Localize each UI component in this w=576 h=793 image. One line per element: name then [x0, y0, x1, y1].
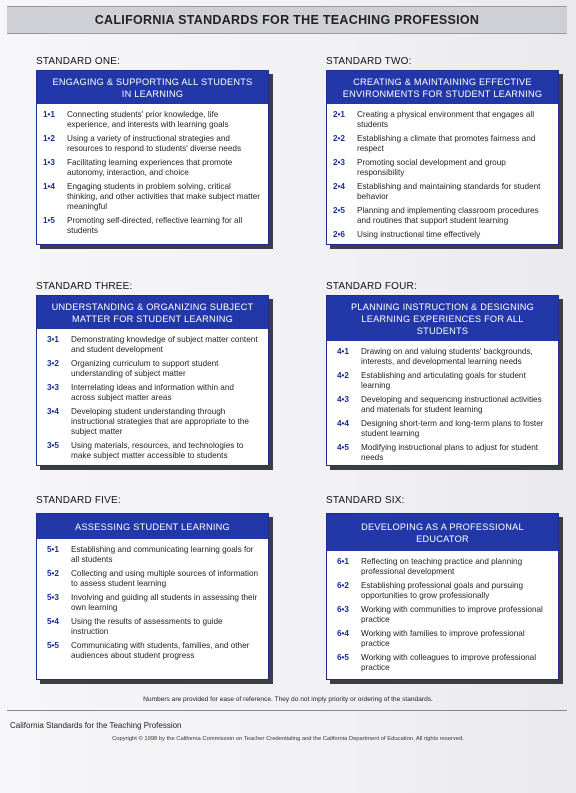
- item-number: 3•4: [47, 407, 59, 416]
- item-number: 1•4: [43, 182, 55, 191]
- standard-six-label: STANDARD SIX:: [326, 495, 405, 506]
- item-number: 4•4: [337, 419, 349, 428]
- standard-four-title: PLANNING INSTRUCTION & DESIGNING LEARNING EXPERIENCES FOR ALL STUDENTS: [327, 296, 558, 341]
- list-item: [47, 593, 260, 613]
- item-text: Working with communities to improve professional practice: [361, 605, 543, 624]
- list-item: [43, 134, 260, 154]
- list-item: [337, 443, 550, 463]
- item-number: 3•3: [47, 383, 59, 392]
- item-number: 1•3: [43, 158, 55, 167]
- standard-one-label: STANDARD ONE:: [36, 56, 121, 67]
- standard-one-list: [37, 104, 268, 236]
- list-item: [333, 182, 550, 202]
- list-item: [47, 359, 260, 379]
- standard-four-box: [326, 295, 559, 466]
- standard-two-title: CREATING & MAINTAINING EFFECTIVE ENVIRONMENTS FOR STUDENT LEARNING: [327, 71, 558, 104]
- item-number: 3•5: [47, 441, 59, 450]
- item-text: Promoting social development and group responsibility: [357, 158, 506, 177]
- item-text: Establishing and maintaining standards for student behavior: [357, 182, 541, 201]
- standard-five-list: [37, 539, 268, 661]
- list-item: [47, 441, 260, 461]
- item-text: Organizing curriculum to support student understanding of subject matter: [71, 359, 219, 378]
- standard-three-label: STANDARD THREE:: [36, 281, 133, 292]
- item-number: 6•3: [337, 605, 349, 614]
- item-text: Using instructional time effectively: [357, 230, 481, 239]
- item-text: Using materials, resources, and technologies to make subject matter accessible to students: [71, 441, 244, 460]
- list-item: [43, 182, 260, 212]
- item-text: Engaging students in problem solving, critical thinking, and other activities that make subject matter meaningful: [67, 182, 260, 211]
- item-text: Planning and implementing classroom procedures and routines that support student learning: [357, 206, 539, 225]
- list-item: [43, 110, 260, 130]
- item-number: 1•1: [43, 110, 55, 119]
- item-number: 5•4: [47, 617, 59, 626]
- item-number: 2•2: [333, 134, 345, 143]
- standard-five-box: [36, 513, 269, 680]
- list-item: [337, 605, 550, 625]
- item-number: 6•4: [337, 629, 349, 638]
- standard-five-label: STANDARD FIVE:: [36, 495, 121, 506]
- ordering-note: Numbers are provided for ease of reference. They do not imply priority or ordering of the standards.: [143, 696, 433, 703]
- item-text: Modifying instructional plans to adjust for student needs: [361, 443, 539, 462]
- footer-document-title: California Standards for the Teaching Profession: [10, 721, 182, 730]
- list-item: [337, 371, 550, 391]
- page-title: CALIFORNIA STANDARDS FOR THE TEACHING PROFESSION: [94, 13, 480, 27]
- item-number: 6•5: [337, 653, 349, 662]
- standard-six-title: DEVELOPING AS A PROFESSIONAL EDUCATOR: [327, 514, 558, 551]
- standard-three-title: UNDERSTANDING & ORGANIZING SUBJECT MATTER FOR STUDENT LEARNING: [37, 296, 268, 329]
- item-number: 3•1: [47, 335, 59, 344]
- item-text: Establishing a climate that promotes fairness and respect: [357, 134, 536, 153]
- item-number: 4•5: [337, 443, 349, 452]
- item-text: Working with families to improve professional practice: [361, 629, 525, 648]
- list-item: [333, 158, 550, 178]
- item-number: 3•2: [47, 359, 59, 368]
- item-number: 6•2: [337, 581, 349, 590]
- item-number: 2•4: [333, 182, 345, 191]
- list-item: [333, 230, 550, 240]
- item-text: Establishing and communicating learning goals for all students: [71, 545, 254, 564]
- item-number: 5•5: [47, 641, 59, 650]
- list-item: [337, 581, 550, 601]
- list-item: [333, 134, 550, 154]
- item-text: Reflecting on teaching practice and planning professional development: [361, 557, 523, 576]
- item-number: 2•5: [333, 206, 345, 215]
- copyright-notice: Copyright © 1998 by the California Commission on Teacher Credentialing and the California Department of Education. All rights reserved.: [112, 736, 464, 742]
- list-item: [337, 419, 550, 439]
- list-item: [47, 383, 260, 403]
- item-text: Establishing professional goals and pursuing opportunities to grow professionally: [361, 581, 524, 600]
- standard-two-list: [327, 104, 558, 240]
- item-number: 4•2: [337, 371, 349, 380]
- list-item: [47, 617, 260, 637]
- item-text: Using a variety of instructional strategies and resources to respond to students' diverse needs: [67, 134, 242, 153]
- item-text: Collecting and using multiple sources of information to assess student learning: [71, 569, 259, 588]
- item-number: 2•6: [333, 230, 345, 239]
- item-text: Involving and guiding all students in assessing their own learning: [71, 593, 258, 612]
- item-text: Creating a physical environment that engages all students: [357, 110, 535, 129]
- item-number: 1•2: [43, 134, 55, 143]
- item-text: Establishing and articulating goals for student learning: [361, 371, 526, 390]
- standard-three-box: [36, 295, 269, 466]
- standard-one-box: [36, 70, 269, 245]
- item-number: 4•3: [337, 395, 349, 404]
- item-text: Demonstrating knowledge of subject matter content and student development: [71, 335, 258, 354]
- standard-six-box: [326, 513, 559, 680]
- item-number: 5•1: [47, 545, 59, 554]
- item-number: 2•1: [333, 110, 345, 119]
- item-text: Connecting students' prior knowledge, life experience, and interests with learning goals: [67, 110, 229, 129]
- list-item: [337, 629, 550, 649]
- standard-five-title: ASSESSING STUDENT LEARNING: [37, 514, 268, 539]
- item-text: Using the results of assessments to guide instruction: [71, 617, 223, 636]
- page-title-banner: [7, 6, 567, 34]
- item-text: Developing student understanding through instructional strategies that are appropriate to the subject matter: [71, 407, 249, 436]
- standard-one-title: ENGAGING & SUPPORTING ALL STUDENTS IN LEARNING: [37, 71, 268, 104]
- item-text: Designing short-term and long-term plans to foster student learning: [361, 419, 544, 438]
- item-number: 6•1: [337, 557, 349, 566]
- list-item: [333, 206, 550, 226]
- list-item: [337, 395, 550, 415]
- standard-four-list: [327, 341, 558, 463]
- standard-two-box: [326, 70, 559, 245]
- item-number: 2•3: [333, 158, 345, 167]
- item-text: Facilitating learning experiences that promote autonomy, interaction, and choice: [67, 158, 233, 177]
- list-item: [47, 569, 260, 589]
- list-item: [337, 347, 550, 367]
- list-item: [337, 653, 550, 673]
- item-text: Interrelating ideas and information within and across subject matter areas: [71, 383, 234, 402]
- list-item: [47, 641, 260, 661]
- item-text: Communicating with students, families, and other audiences about student progress: [71, 641, 250, 660]
- list-item: [333, 110, 550, 130]
- standard-three-list: [37, 329, 268, 461]
- standard-two-label: STANDARD TWO:: [326, 56, 412, 67]
- item-number: 5•3: [47, 593, 59, 602]
- item-text: Working with colleagues to improve professional practice: [361, 653, 537, 672]
- item-text: Drawing on and valuing students' backgrounds, interests, and developmental learning needs: [361, 347, 533, 366]
- item-text: Promoting self-directed, reflective learning for all students: [67, 216, 243, 235]
- item-number: 5•2: [47, 569, 59, 578]
- list-item: [47, 545, 260, 565]
- item-text: Developing and sequencing instructional activities and materials for student learning: [361, 395, 542, 414]
- list-item: [337, 557, 550, 577]
- list-item: [43, 158, 260, 178]
- standard-four-label: STANDARD FOUR:: [326, 281, 417, 292]
- list-item: [47, 335, 260, 355]
- list-item: [43, 216, 260, 236]
- item-number: 4•1: [337, 347, 349, 356]
- standard-six-list: [327, 551, 558, 673]
- list-item: [47, 407, 260, 437]
- footer-divider: [7, 710, 567, 711]
- item-number: 1•5: [43, 216, 55, 225]
